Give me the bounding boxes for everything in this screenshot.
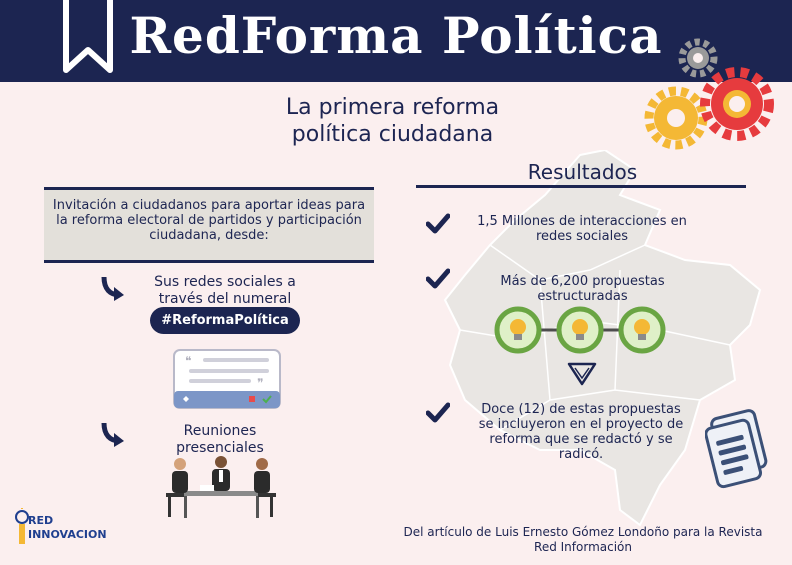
result-line: reforma que se redactó y se <box>489 432 673 447</box>
result-line: se incluyeron en el proyecto de <box>478 417 684 432</box>
invitation-box <box>44 187 374 263</box>
logo-text: INNOVACION <box>28 528 107 541</box>
svg-text:❞: ❞ <box>257 376 264 390</box>
redes-line: Sus redes sociales a <box>154 274 296 290</box>
check-icon <box>426 268 450 290</box>
results-divider <box>416 185 746 188</box>
page-title: RedForma Política <box>129 6 663 65</box>
result-line: Más de 6,200 propuestas <box>500 274 665 289</box>
result-line: estructuradas <box>537 289 628 304</box>
gears-icon <box>636 36 786 156</box>
subtitle-line: La primera reforma <box>285 95 500 120</box>
chat-window-icon <box>173 349 281 409</box>
result-item <box>452 214 712 244</box>
result-line: redes sociales <box>535 229 629 244</box>
redes-line: través del numeral <box>158 291 292 307</box>
reuniones-line: presenciales <box>176 440 264 456</box>
check-icon <box>426 213 450 235</box>
curved-arrow-icon <box>100 421 126 447</box>
chevron-down-icon <box>567 362 597 388</box>
logo-text: RED <box>28 514 54 527</box>
redes-text <box>130 274 320 308</box>
subtitle <box>200 94 585 148</box>
result-line: 1,5 Millones de interacciones en <box>477 214 687 229</box>
result-line: Doce (12) de estas propuestas <box>481 402 681 417</box>
subtitle-line: política ciudadana <box>291 122 494 147</box>
lightbulb-icon <box>621 309 663 351</box>
result-line: radicó. <box>558 447 604 462</box>
lightbulb-icon <box>497 309 539 351</box>
svg-text:❝: ❝ <box>185 354 192 368</box>
results-title: Resultados <box>527 160 638 184</box>
invitation-text: Invitación a ciudadanos para aportar ideas para la reforma electoral de partidos y participación ciudadana, desde: <box>52 198 366 243</box>
credit-text <box>388 525 778 555</box>
curved-arrow-icon <box>100 275 126 301</box>
credit-line: Del artículo de Luis Ernesto Gómez Londoño para la Revista <box>403 525 763 539</box>
documents-icon <box>705 408 773 496</box>
reuniones-text <box>150 423 290 457</box>
result-item <box>470 274 695 304</box>
reuniones-line: Reuniones <box>183 423 257 439</box>
hashtag-badge: #ReformaPolítica <box>150 307 300 334</box>
lightbulbs-illustration <box>494 306 666 354</box>
lightbulb-icon <box>559 309 601 351</box>
result-item <box>452 402 710 462</box>
check-icon <box>426 402 450 424</box>
credit-line: Red Información <box>534 540 632 554</box>
meeting-illustration <box>162 455 280 521</box>
